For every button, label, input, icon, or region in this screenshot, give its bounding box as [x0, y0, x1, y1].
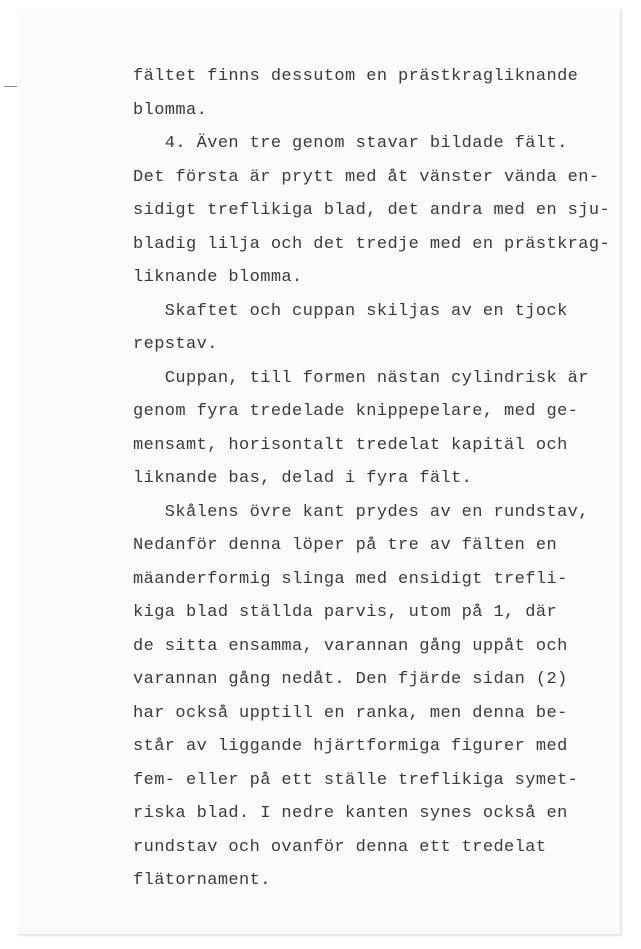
text-line: liknande bas, delad i fyra fält.	[133, 469, 473, 488]
typewritten-text-body	[133, 60, 611, 898]
text-line: 4. Även tre genom stavar bildade fält.	[133, 134, 568, 153]
text-line: repstav.	[133, 335, 218, 354]
text-line: Nedanför denna löper på tre av fälten en	[133, 536, 558, 555]
text-line: Skålens övre kant prydes av en rundstav,	[133, 502, 589, 522]
text-line: fältet finns dessutom en prästkragliknande	[133, 67, 579, 86]
text-line: har också upptill en ranka, men denna be-	[133, 703, 568, 723]
text-line: varannan gång nedåt. Den fjärde sidan (2)	[133, 670, 568, 689]
text-line: mäanderformig slinga med ensidigt trefli-	[133, 569, 568, 589]
text-line: kiga blad ställda parvis, utom på 1, där	[133, 603, 558, 622]
text-line: rundstav och ovanför denna ett tredelat	[133, 837, 547, 857]
text-line: blomma.	[133, 100, 208, 120]
text-line: Cuppan, till formen nästan cylindrisk är	[133, 368, 589, 388]
text-line: liknande blomma.	[133, 268, 303, 287]
margin-tick-mark	[4, 86, 17, 87]
text-line: riska blad. I nedre kanten synes också en	[133, 804, 568, 823]
text-line: de sitta ensamma, varannan gång uppåt och	[133, 636, 568, 656]
text-line: fem- eller på ett ställe treflikiga symet-	[133, 770, 579, 790]
text-line: står av liggande hjärtformiga figurer med	[133, 737, 568, 756]
text-line: bladig lilja och det tredje med en prästkrag-	[133, 234, 611, 254]
text-line: sidigt treflikiga blad, det andra med en sju-	[133, 201, 611, 220]
text-line: mensamt, horisontalt tredelat kapitäl och	[133, 435, 568, 455]
text-line: genom fyra tredelade knippepelare, med ge-	[133, 402, 579, 421]
text-line: Det första är prytt med åt vänster vända en-	[133, 167, 600, 187]
text-line: flätornament.	[133, 871, 271, 890]
text-line: Skaftet och cuppan skiljas av en tjock	[133, 301, 568, 321]
